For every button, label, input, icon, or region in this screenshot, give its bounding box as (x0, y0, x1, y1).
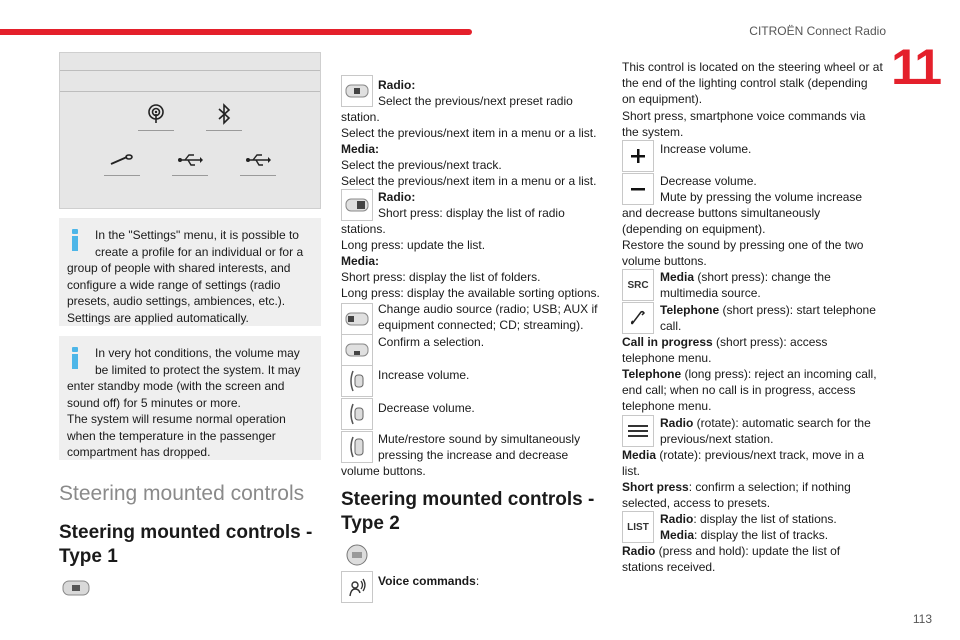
text: Restore the sound by pressing one of the two (622, 238, 864, 252)
aux-jack-icon (104, 153, 140, 172)
label-media: Media (622, 448, 657, 462)
text: volume buttons. (622, 254, 707, 268)
label-media: Media (660, 528, 695, 542)
section-title: Steering mounted controls (59, 482, 305, 505)
text: Mute/restore sound by simultaneously (378, 432, 581, 446)
text: Change audio source (radio; USB; AUX if equipment connected; CD; streaming). (378, 302, 598, 332)
label-radio: Radio (660, 512, 694, 526)
text: This control is located on the steering wheel or at the end of the lighting control stalk (depending on equipment). (622, 60, 883, 106)
text: : display the list of stations. (693, 512, 837, 526)
text: (rotate): automatic search for the (693, 416, 871, 430)
panel-divider (60, 91, 320, 92)
label-media: Media: (341, 254, 380, 268)
text: Increase volume. (660, 142, 752, 156)
label-radio: Radio: (378, 190, 416, 204)
chapter-number: 11 (891, 39, 940, 95)
panel-underline (138, 130, 174, 131)
text: Long press: display the available sorting options. (341, 286, 600, 300)
panel-underline (240, 175, 276, 176)
steering-control-icon (59, 576, 93, 600)
text: (short press): access (712, 335, 828, 349)
text: and decrease buttons simultaneously (622, 206, 821, 220)
text: Decrease volume. (378, 401, 475, 415)
header-title: CITROËN Connect Radio (749, 24, 886, 38)
info-icon (69, 347, 81, 369)
text: Select the previous/next track. (341, 158, 502, 172)
steering-control-icon (341, 334, 373, 366)
volume-down-control-icon (341, 398, 373, 430)
text: multimedia source. (660, 286, 761, 300)
panel-underline (104, 175, 140, 176)
label-radio: Radio (622, 544, 656, 558)
text: pressing the increase and decrease (378, 448, 569, 462)
text: : (475, 574, 480, 588)
label-short-press: Short press (622, 480, 689, 494)
text: Select the previous/next preset radio (378, 94, 573, 108)
text: (short press): change the (694, 270, 831, 284)
heading-type2: Steering mounted controls - Type 2 (341, 489, 595, 534)
voice-commands-icon (341, 571, 373, 603)
text: list. (622, 464, 640, 478)
panel-underline (206, 130, 242, 131)
steering-wheel-icon (341, 542, 373, 568)
text: Confirm a selection. (378, 335, 485, 349)
text: : display the list of tracks. (694, 528, 829, 542)
text: selected, access to presets. (622, 496, 771, 510)
telephone-icon (622, 302, 654, 334)
steering-control-icon (341, 303, 373, 335)
text: stations. (341, 222, 386, 236)
info-note-heat (59, 336, 321, 460)
text: Select the previous/next item in a menu or a list. (341, 174, 597, 188)
label-telephone: Telephone (660, 303, 720, 317)
text: telephone menu. (622, 399, 712, 413)
label-media: Media (660, 270, 695, 284)
info-text: The system will resume normal operation when the temperature in the passenger compartment has dropped. (67, 412, 286, 459)
text: (short press): start telephone (719, 303, 876, 317)
text: (depending on equipment). (622, 222, 766, 236)
text: telephone menu. (622, 351, 712, 365)
text: (long press): reject an incoming call, (681, 367, 877, 381)
text: Short press: display the list of folders. (341, 270, 541, 284)
info-text: In very hot conditions, the volume may be limited to protect the system. It may enter standby mode (with the screen and sound off) for 5 minutes or more. (67, 346, 301, 410)
info-note-profiles (59, 218, 321, 326)
text: call. (660, 319, 682, 333)
label-radio: Radio: (378, 78, 416, 92)
label-voice: Voice commands (378, 574, 476, 588)
panel-underline (172, 175, 208, 176)
text: volume buttons. (341, 464, 426, 478)
steering-control-icon (341, 189, 373, 221)
text: end call; when no call is in progress, access (622, 383, 856, 397)
text: (press and hold): update the list of (655, 544, 841, 558)
steering-control-icon (341, 75, 373, 107)
usb-icon (240, 153, 276, 172)
text: Select the previous/next item in a menu or a list. (341, 126, 597, 140)
wifi-hotspot-icon (138, 103, 174, 130)
text: Long press: update the list. (341, 238, 486, 252)
connector-panel-illustration (59, 52, 321, 209)
page-number: 113 (912, 612, 932, 626)
text: : confirm a selection; if nothing (688, 480, 851, 494)
label-media: Media: (341, 142, 380, 156)
plus-icon (622, 140, 654, 172)
heading-type1: Steering mounted controls - Type 1 (59, 522, 313, 567)
mute-control-icon (341, 431, 373, 463)
text: station. (341, 110, 380, 124)
bluetooth-icon (206, 103, 242, 130)
volume-up-control-icon (341, 365, 373, 397)
label-call-in-progress: Call in progress (622, 335, 713, 349)
info-icon (69, 229, 81, 251)
text: (rotate): previous/next track, move in a (656, 448, 865, 462)
minus-icon (622, 173, 654, 205)
text: Mute by pressing the volume increase (660, 190, 863, 204)
list-button-icon: LIST (622, 511, 654, 543)
text: stations received. (622, 560, 716, 574)
info-text: In the "Settings" menu, it is possible to create a profile for an individual or for a group of people with shared interests, and configure a wide range of settings (radio presets, audio settings, ambiences, etc.). Settings are applied automatically. (67, 228, 304, 325)
text: Increase volume. (378, 368, 470, 382)
text: Decrease volume. (660, 174, 757, 188)
label-radio: Radio (660, 416, 694, 430)
usb-icon (172, 153, 208, 172)
label-telephone: Telephone (622, 367, 682, 381)
text: Short press, smartphone voice commands via the system. (622, 109, 866, 139)
rotary-wheel-icon (622, 415, 654, 447)
text: Short press: display the list of radio (378, 206, 565, 220)
src-button-icon: SRC (622, 269, 654, 301)
text: previous/next station. (660, 432, 774, 446)
header-accent-bar (0, 29, 472, 35)
panel-divider (60, 70, 320, 71)
